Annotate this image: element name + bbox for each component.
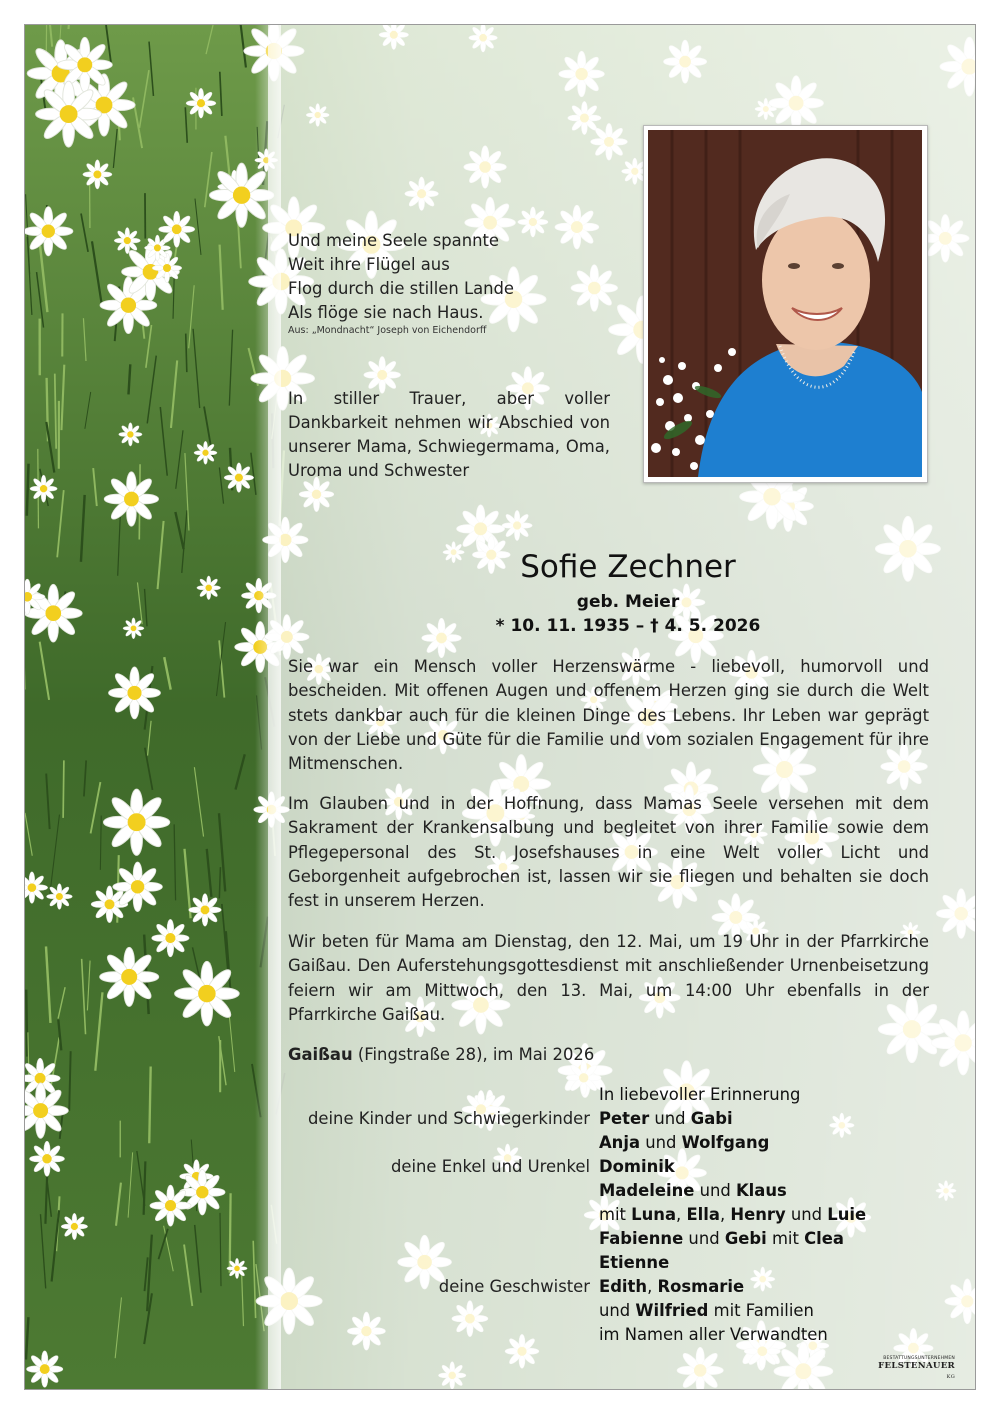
family-member-name: Peter — [599, 1109, 650, 1128]
family-group-label — [288, 1299, 599, 1323]
family-group-label — [288, 1251, 599, 1275]
family-members — [599, 1203, 968, 1227]
family-member-name: Edith — [599, 1277, 648, 1296]
family-members — [599, 1179, 968, 1203]
deceased-name: Sofie Zechner — [520, 549, 736, 585]
family-connector-text: und — [599, 1301, 636, 1320]
family-group-label: deine Enkel und Urenkel — [390, 1157, 590, 1176]
poem-line: Weit ihre Flügel aus — [288, 255, 450, 274]
poem-source: Aus: „Mondnacht“ Joseph von Eichendorff — [288, 325, 487, 336]
poem-line: Als flöge sie nach Haus. — [288, 303, 484, 322]
family-member-name: Gebi — [724, 1229, 767, 1248]
logo-tagline: BESTATTUNGSUNTERNEHMEN — [883, 1356, 955, 1361]
place-and-date — [288, 1043, 594, 1067]
logo-suffix: KG — [946, 1374, 955, 1380]
funeral-home-logo — [877, 1356, 955, 1381]
family-row — [288, 1275, 968, 1299]
family-connector-text: und — [640, 1133, 682, 1152]
portrait-image — [648, 130, 922, 477]
family-connector-text: , — [719, 1205, 731, 1224]
logo-name — [877, 1361, 955, 1381]
family-group-label — [288, 1179, 599, 1203]
family-group-label — [288, 1227, 599, 1251]
family-member-name: Klaus — [735, 1181, 787, 1200]
family-members — [599, 1299, 968, 1323]
family-connector-text: mit — [599, 1205, 632, 1224]
life-dates: * 10. 11. 1935 – † 4. 5. 2026 — [495, 616, 761, 636]
family-list — [288, 1083, 968, 1347]
family-row — [288, 1299, 968, 1323]
family-members — [599, 1107, 968, 1131]
family-rows — [288, 1107, 968, 1347]
poem-line: Und meine Seele spannte — [288, 231, 499, 250]
family-group-label — [288, 1203, 599, 1227]
family-members — [599, 1251, 968, 1275]
family-member-name: Rosmarie — [657, 1277, 745, 1296]
family-member-name: Gabi — [690, 1109, 733, 1128]
family-connector-text: mit Familien — [708, 1301, 814, 1320]
family-group-label — [288, 1131, 599, 1155]
family-row — [288, 1179, 968, 1203]
family-group-label: deine Geschwister — [438, 1277, 590, 1296]
obituary-content — [25, 25, 975, 1389]
family-members — [599, 1227, 968, 1251]
paragraph-farewell: Im Glauben und in der Hoffnung, dass Mamas Seele versehen mit dem Sakrament der Krankensalbung und begleitet von ihrer Familie sowie dem Pflegepersonal des St. Josefshauses in eine Welt voller Licht und Geborgenheit aufgebrochen ist, lassen wir sie fliegen und behalten sie doch fest in unserem Herzen. — [288, 794, 929, 911]
family-member-name: Henry — [730, 1205, 786, 1224]
family-row — [288, 1203, 968, 1227]
family-members — [599, 1275, 968, 1299]
family-connector-text: und — [649, 1109, 691, 1128]
family-connector-text: im Namen aller Verwandten — [599, 1325, 828, 1344]
family-member-name: Clea — [804, 1229, 844, 1248]
family-member-name: Wilfried — [635, 1301, 709, 1320]
family-member-name: Wolfgang — [681, 1133, 770, 1152]
family-member-name: Etienne — [599, 1253, 670, 1272]
family-group-label — [288, 1323, 599, 1347]
family-member-name: Madeleine — [599, 1181, 695, 1200]
birth-name: geb. Meier — [576, 592, 680, 612]
family-members — [599, 1155, 968, 1179]
family-connector-text: , — [676, 1205, 687, 1224]
paragraph-tribute: Sie war ein Mensch voller Herzenswärme - liebevoll, humorvoll und bescheiden. Mit offenen Augen und offenem Herzen ging sie durch die Welt stets dankbar auch für die kleinen Dinge des Lebens. Ihr Leben war geprägt von der Liebe und Güte für die Familie und vom sozialen Engagement für ihre Mitmenschen. — [288, 657, 929, 774]
family-connector-text: und — [694, 1181, 736, 1200]
paragraph-service-info: Wir beten für Mama am Dienstag, den 12. Mai, um 19 Uhr in der Pfarrkirche Gaißau. Den Auferstehungsgottesdienst mit anschließender Urnenbeisetzung feiern wir am Mittwoch, den 13. Mai, um 14:00 Uhr ebenfalls in der Pfarrkirche Gaißau. — [288, 932, 929, 1024]
portrait-photo — [643, 125, 928, 483]
family-members — [599, 1131, 968, 1155]
family-connector-text: und — [785, 1205, 828, 1224]
family-row — [288, 1155, 968, 1179]
poem-line: Flog durch die stillen Lande — [288, 279, 515, 298]
family-row — [288, 1107, 968, 1131]
place-address-date: (Fingstraße 28), im Mai 2026 — [352, 1045, 595, 1064]
family-member-name: Dominik — [599, 1157, 675, 1176]
family-group-label: deine Kinder und Schwiegerkinder — [308, 1109, 590, 1128]
logo-brand: FELSTENAUER — [878, 1361, 955, 1371]
family-connector-text: und — [683, 1229, 725, 1248]
place-town: Gaißau — [288, 1045, 353, 1064]
family-row — [288, 1131, 968, 1155]
family-members — [599, 1323, 968, 1347]
family-intro-row — [288, 1083, 968, 1107]
intro-text: In stiller Trauer, aber voller Dankbarkeit nehmen wir Abschied von unserer Mama, Schwiegermama, Oma, Uroma und Schwester — [288, 389, 610, 480]
family-connector-text: mit — [766, 1229, 805, 1248]
obituary-frame — [24, 24, 976, 1390]
family-member-name: Luie — [827, 1205, 867, 1224]
family-member-name: Fabienne — [599, 1229, 684, 1248]
family-member-name: Anja — [599, 1133, 641, 1152]
family-member-name: Luna — [631, 1205, 677, 1224]
poem — [288, 229, 618, 337]
family-member-name: Ella — [686, 1205, 720, 1224]
family-row — [288, 1251, 968, 1275]
family-row — [288, 1323, 968, 1347]
family-row — [288, 1227, 968, 1251]
family-intro: In liebevoller Erinnerung — [599, 1085, 801, 1104]
family-connector-text: , — [647, 1277, 658, 1296]
